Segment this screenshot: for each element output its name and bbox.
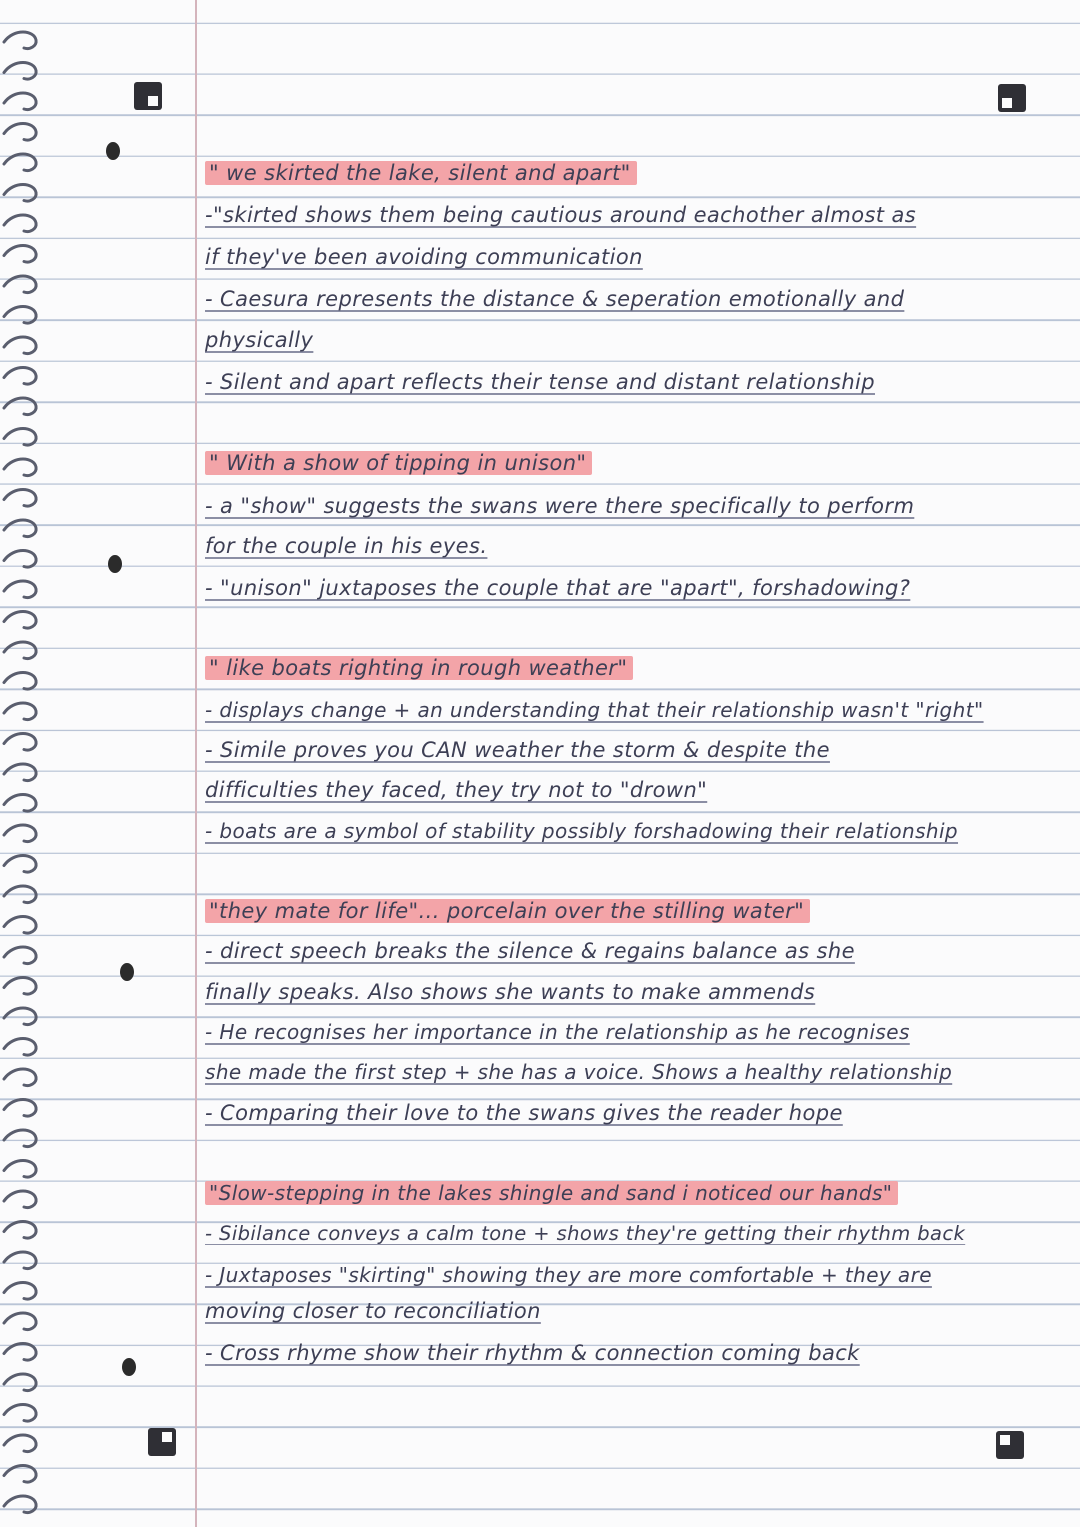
note-3-point-2: - Simile proves you CAN weather the storm & despite the xyxy=(205,738,830,762)
note-2-point-3: - "unison" juxtaposes the couple that are "apart", forshadowing? xyxy=(205,576,911,600)
note-4-point-1: - direct speech breaks the silence & regains balance as she xyxy=(205,939,855,963)
note-1-point-1: -"skirted shows them being cautious around eachother almost as xyxy=(205,203,917,227)
note-2-point-1: - a "show" suggests the swans were there specifically to perform xyxy=(205,494,915,518)
quote-1 xyxy=(205,160,637,186)
note-3-point-3: difficulties they faced, they try not to "drown" xyxy=(205,778,708,802)
margin-line xyxy=(195,0,197,1527)
punch-hole-icon xyxy=(122,1358,136,1376)
note-4-point-2: finally speaks. Also shows she wants to make ammends xyxy=(205,980,816,1004)
note-1-point-2: if they've been avoiding communication xyxy=(205,245,643,269)
corner-mark-icon xyxy=(996,1431,1024,1459)
quote-5-text: "Slow-stepping in the lakes shingle and sand i noticed our hands" xyxy=(205,1181,898,1205)
note-2-point-2: for the couple in his eyes. xyxy=(205,534,488,558)
quote-1-text: " we skirted the lake, silent and apart" xyxy=(205,161,637,185)
quote-4-text: "they mate for life"... porcelain over the stilling water" xyxy=(205,899,810,923)
punch-hole-icon xyxy=(106,142,120,160)
note-4-point-4: she made the first step + she has a voice. Shows a healthy relationship xyxy=(205,1060,953,1084)
quote-5 xyxy=(205,1180,898,1206)
corner-mark-icon xyxy=(148,1428,176,1456)
quote-2 xyxy=(205,450,592,476)
quote-3-text: " like boats righting in rough weather" xyxy=(205,656,633,680)
quote-2-text: " With a show of tipping in unison" xyxy=(205,451,592,475)
quote-3 xyxy=(205,655,633,681)
quote-4 xyxy=(205,898,810,924)
note-1-point-4: physically xyxy=(205,328,314,352)
punch-hole-icon xyxy=(120,963,134,981)
note-1-point-3: - Caesura represents the distance & seperation emotionally and xyxy=(205,287,905,311)
note-4-point-3: - He recognises her importance in the relationship as he recognises xyxy=(205,1020,910,1044)
note-5-point-4: - Cross rhyme show their rhythm & connection coming back xyxy=(205,1341,860,1365)
punch-hole-icon xyxy=(108,555,122,573)
note-3-point-1: - displays change + an understanding that their relationship wasn't "right" xyxy=(205,698,984,722)
note-5-point-2: - Juxtaposes "skirting" showing they are more comfortable + they are xyxy=(205,1263,932,1287)
corner-mark-icon xyxy=(134,82,162,110)
note-5-point-3: moving closer to reconciliation xyxy=(205,1299,541,1323)
spiral-binding-icon xyxy=(0,0,60,1527)
note-1-point-5: - Silent and apart reflects their tense and distant relationship xyxy=(205,370,875,394)
note-4-point-5: - Comparing their love to the swans gives the reader hope xyxy=(205,1101,843,1125)
note-5-point-1: - Sibilance conveys a calm tone + shows they're getting their rhythm back xyxy=(205,1222,966,1245)
note-3-point-4: - boats are a symbol of stability possibly forshadowing their relationship xyxy=(205,819,959,843)
corner-mark-icon xyxy=(998,84,1026,112)
